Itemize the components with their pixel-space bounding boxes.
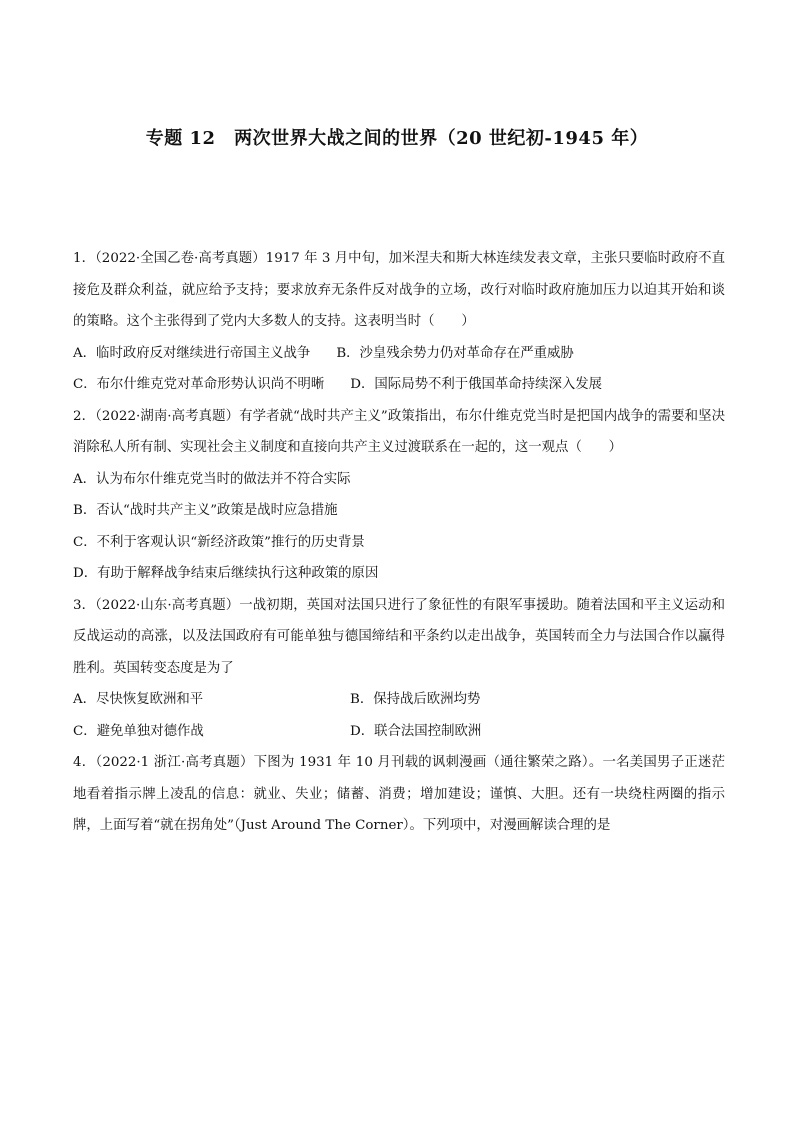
question-2-option-b: B．否认“战时共产主义”政策是战时应急措施 [73, 503, 338, 518]
question-3-option-d: D．联合法国控制欧洲 [350, 723, 482, 739]
question-1-options-row-2 [73, 369, 725, 401]
question-3-option-c: C．避免单独对德作战 [73, 723, 204, 739]
question-list [73, 243, 725, 842]
question-2-option-c: C．不利于客观认识“新经济政策”推行的历史背景 [73, 534, 365, 550]
question-3-option-b: B．保持战后欧洲均势 [350, 692, 481, 707]
question-1-option-c: C．布尔什维克党对革命形势认识尚不明晰 [73, 377, 325, 392]
question-4-stem: 4．（2022·1 浙江·高考真题）下图为 1931 年 10 月刊载的讽刺漫画（通往繁荣之路）。一名美国男子正迷茫地看着指示牌上凌乱的信息：就业、失业；储蓄、消费；增加建设；谨慎、大胆。还有一块绕柱两圈的指示牌，上面写着“就在拐角处”（Just Around The Corner）。下列项中，对漫画解读合理的是 [73, 755, 725, 833]
question-1-options-row-1 [73, 338, 725, 370]
question-2-option-d: D．有助于解释战争结束后继续执行这种政策的原因 [73, 566, 379, 581]
question-3-options-row-1 [73, 684, 725, 716]
question-1-stem: 1．（2022·全国乙卷·高考真题）1917 年 3 月中旬，加米涅夫和斯大林连续发表文章，主张只要临时政府不直接危及群众利益，就应给予支持；要求放弃无条件反对战争的立场，改行对临时政府施加压力以迫其开始和谈的策略。这个主张得到了党内大多数人的支持。这表明当时（ ） [73, 251, 725, 329]
question-2-stem: 2．（2022·湖南·高考真题）有学者就“战时共产主义”政策指出，布尔什维克党当时是把国内战争的需要和坚决消除私人所有制、实现社会主义制度和直接向共产主义过渡联系在一起的，这一观点（ ） [73, 408, 725, 455]
question-3-stem: 3．（2022·山东·高考真题）一战初期，英国对法国只进行了象征性的有限军事援助。随着法国和平主义运动和反战运动的高涨，以及法国政府有可能单独与德国缔结和平条约以走出战争，英国转而全力与法国合作以赢得胜利。英国转变态度是为了 [73, 597, 725, 676]
question-3-options-row-2 [73, 716, 725, 748]
question-1-option-a: A．临时政府反对继续进行帝国主义战争 [73, 345, 311, 361]
question-1-option-b: B．沙皇残余势力仍对革命存在严重威胁 [336, 345, 574, 361]
question-2-option-a: A．认为布尔什维克党当时的做法并不符合实际 [73, 471, 351, 487]
question-3-option-a: A．尽快恢复欧洲和平 [73, 692, 204, 707]
question-1-option-d: D．国际局势不利于俄国革命持续深入发展 [350, 377, 603, 392]
page-title: 专题 12 两次世界大战之间的世界（20 世纪初-1945 年） [145, 128, 649, 149]
